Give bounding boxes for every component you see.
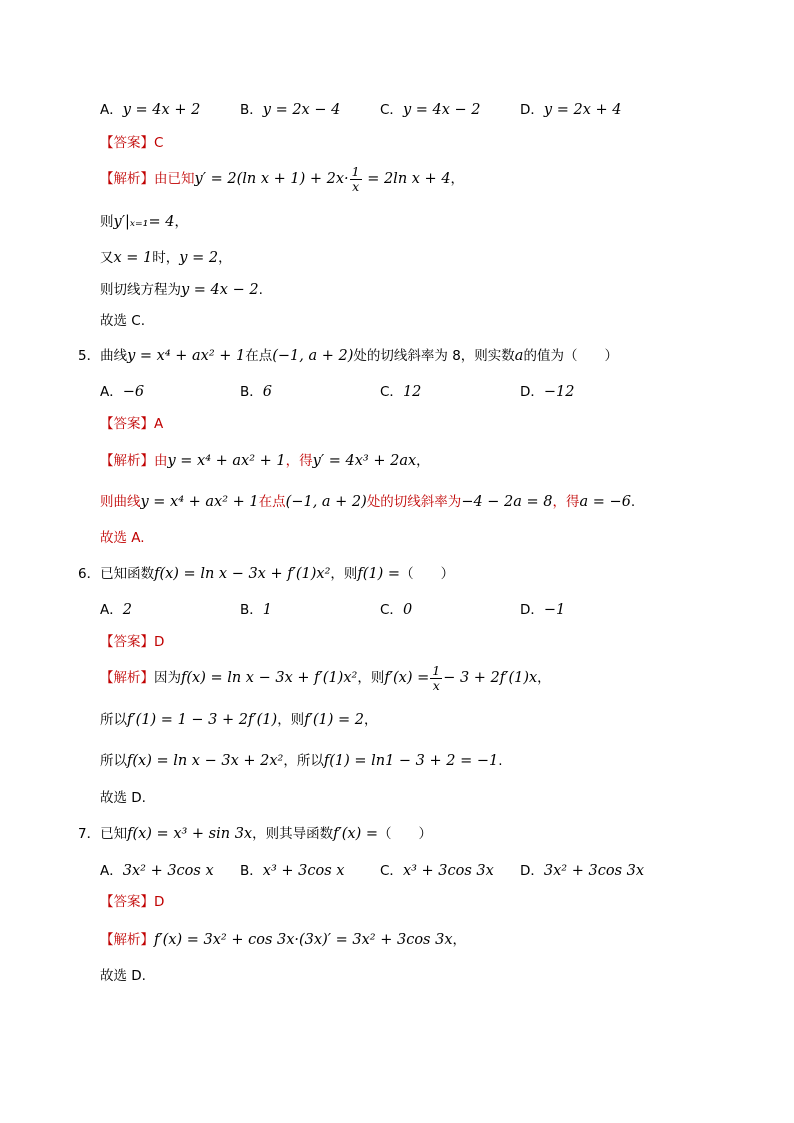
math-expr: f(x) = x³ + sin 3x [127, 826, 253, 842]
option-expr: 3x² + 3cos 3x [543, 863, 645, 879]
text: 所以 [100, 712, 127, 728]
option-expr: y = 2x − 4 [262, 102, 341, 118]
text: . [258, 282, 263, 298]
q4-option-d [520, 100, 621, 120]
q4-analysis-line1 [100, 164, 464, 194]
q4-option-a [100, 100, 200, 120]
option-label: D． [520, 602, 544, 618]
q6-conclusion: 故选 D. [100, 790, 146, 806]
fraction-numerator: 1 [432, 662, 441, 678]
math-expr: y = x⁴ + ax² + 1 [140, 494, 259, 510]
text: ， [218, 250, 232, 266]
text: 曲线 [100, 348, 128, 364]
text: 又 [100, 250, 114, 266]
text: ，则 [277, 712, 305, 728]
text: （ ） [400, 566, 455, 582]
option-expr: x³ + 3cos 3x [402, 863, 494, 879]
text: . [498, 753, 503, 769]
answer-value: A [154, 416, 164, 432]
math-expr: f(x) = ln x − 3x + 2x² [127, 753, 284, 769]
option-label: B． [240, 384, 263, 400]
answer-value: C [154, 135, 164, 151]
option-label: D． [520, 863, 544, 879]
option-label: A． [100, 863, 123, 879]
text: ， [174, 214, 188, 230]
q5-analysis-line2 [100, 492, 635, 512]
text: ，则 [330, 566, 358, 582]
text: ，所以 [283, 753, 324, 769]
option-label: C． [380, 602, 403, 618]
text: 处的切线斜率为 [366, 494, 462, 510]
question-number: 6． [78, 566, 101, 582]
answer-value: D [154, 634, 165, 650]
text: 时， [152, 250, 180, 266]
option-label: A． [100, 102, 123, 118]
fraction-numerator: 1 [351, 163, 360, 179]
analysis-tag: 【解析】 [100, 453, 154, 469]
option-label: D． [520, 102, 544, 118]
option-expr: x³ + 3cos x [262, 863, 345, 879]
math-expr: (−1, a + 2) [285, 494, 367, 510]
q5-analysis-line1 [100, 451, 430, 471]
fraction-denominator: x [352, 178, 360, 194]
math-expr: (−1, a + 2) [272, 348, 354, 364]
text: 在点 [245, 348, 273, 364]
analysis-tag: 【解析】 [100, 670, 154, 686]
math-expr: −4 − 2a = 8 [461, 494, 553, 510]
option-expr: 12 [402, 384, 422, 400]
option-expr: y = 4x + 2 [122, 102, 201, 118]
text: 由 [154, 453, 168, 469]
q6-option-b [240, 600, 272, 620]
option-expr: 2 [122, 602, 132, 618]
q4-conclusion: 故选 C. [100, 313, 146, 329]
math-expr: f(x) = ln x − 3x + f′(1)x² [181, 670, 358, 686]
q6-analysis-line1 [100, 663, 551, 693]
option-expr: 1 [262, 602, 272, 618]
option-label: B． [240, 863, 263, 879]
option-label: B． [240, 602, 263, 618]
q4-answer [100, 133, 163, 153]
text: ，则其导函数 [252, 826, 334, 842]
text: ， [450, 171, 465, 187]
text: ， [537, 670, 551, 686]
math-expr: y = x⁴ + ax² + 1 [167, 453, 286, 469]
math-expr: f′(1) = 2 [304, 712, 364, 728]
option-label: C． [380, 102, 403, 118]
q4-analysis-line2 [100, 212, 188, 232]
answer-tag: 【答案】 [100, 894, 154, 910]
q7-option-d [520, 861, 644, 881]
q6-option-c [380, 600, 412, 620]
q6-option-a [100, 600, 132, 620]
option-expr: y = 4x − 2 [402, 102, 481, 118]
math-expr: y′ = 2(ln x + 1) + 2x· [194, 171, 349, 187]
q5-option-c [380, 382, 421, 402]
option-label: D． [520, 384, 544, 400]
math-expr: a = −6 [579, 494, 631, 510]
math-expr: f′(1) = 1 − 3 + 2f′(1) [127, 712, 278, 728]
option-expr: −12 [543, 384, 575, 400]
q4-option-b [240, 100, 340, 120]
option-expr: 0 [402, 602, 413, 618]
answer-tag: 【答案】 [100, 135, 154, 151]
option-expr: y = 2x + 4 [543, 102, 622, 118]
option-expr: 6 [262, 384, 272, 400]
math-expr: = 2ln x + 4 [362, 171, 451, 187]
text: （ ） [378, 826, 433, 842]
q5-stem [78, 346, 618, 366]
text: 已知函数 [100, 566, 155, 582]
text: 处的切线斜率为 8，则实数 [353, 348, 515, 364]
text: 在点 [258, 494, 286, 510]
q6-option-d [520, 600, 565, 620]
text: 则曲线 [100, 494, 141, 510]
q6-analysis-line3 [100, 751, 503, 771]
q7-option-b [240, 861, 344, 881]
text: 则切线方程为 [100, 282, 181, 298]
q4-analysis-line4 [100, 280, 263, 300]
option-label: A． [100, 384, 123, 400]
q6-answer [100, 632, 164, 652]
q7-option-c [380, 861, 494, 881]
math-expr: y = 2 [179, 250, 219, 266]
analysis-tag: 【解析】 [100, 171, 154, 187]
q7-analysis-line1 [100, 930, 466, 950]
option-label: A． [100, 602, 123, 618]
fraction [430, 664, 442, 693]
math-expr: f(1) = [357, 566, 401, 582]
q7-answer [100, 892, 164, 912]
math-expr: f′(x) = [384, 670, 430, 686]
option-expr: −6 [122, 384, 145, 400]
text: 的值为（ ） [523, 348, 618, 364]
math-expr: f′(x) = [333, 826, 379, 842]
text: 由已知 [154, 171, 195, 187]
text: ，得 [552, 494, 580, 510]
q7-stem [78, 824, 432, 844]
text: 则 [100, 214, 114, 230]
text: ， [452, 932, 467, 948]
math-expr: f(1) = ln1 − 3 + 2 = −1 [323, 753, 499, 769]
text: 所以 [100, 753, 127, 769]
q4-option-c [380, 100, 481, 120]
q5-answer [100, 414, 163, 434]
question-number: 5． [78, 348, 101, 364]
q6-stem [78, 564, 454, 584]
text: . [630, 494, 636, 510]
text: ，得 [285, 453, 313, 469]
q7-conclusion: 故选 D. [100, 968, 146, 984]
q5-conclusion [100, 528, 145, 548]
q7-option-a [100, 861, 214, 881]
math-expr: x = 1 [113, 250, 153, 266]
option-expr: −1 [543, 602, 566, 618]
fraction-denominator: x [432, 677, 440, 693]
answer-tag: 【答案】 [100, 416, 154, 432]
fraction [350, 165, 362, 194]
answer-tag: 【答案】 [100, 634, 154, 650]
text: ， [416, 453, 430, 469]
option-expr: 3x² + 3cos x [122, 863, 214, 879]
answer-value: D [154, 894, 165, 910]
question-number: 7． [78, 826, 101, 842]
q5-option-a [100, 382, 144, 402]
math-expr: f′(x) = 3x² + cos 3x·(3x)′ = 3x² + 3cos 3x [154, 932, 453, 948]
q4-analysis-line3 [100, 248, 232, 268]
option-label: B． [240, 102, 263, 118]
q6-analysis-line2 [100, 710, 377, 730]
text: ，则 [357, 670, 385, 686]
math-expr: − 3 + 2f′(1)x [443, 670, 538, 686]
math-expr: y′ = 4x³ + 2ax [312, 453, 417, 469]
text: 故选 A. [100, 530, 145, 546]
text: 因为 [154, 670, 181, 686]
math-expr: f(x) = ln x − 3x + f′(1)x² [154, 566, 331, 582]
math-expr: y = 4x − 2 [181, 282, 259, 298]
option-label: C． [380, 863, 403, 879]
text: ， [363, 712, 378, 728]
q5-option-d [520, 382, 575, 402]
analysis-tag: 【解析】 [100, 932, 154, 948]
q5-option-b [240, 382, 272, 402]
text: 已知 [100, 826, 128, 842]
option-label: C． [380, 384, 403, 400]
math-expr: a [514, 348, 524, 364]
math-expr: y = x⁴ + ax² + 1 [127, 348, 246, 364]
math-expr: y′|ₓ₌₁= 4 [113, 214, 175, 230]
